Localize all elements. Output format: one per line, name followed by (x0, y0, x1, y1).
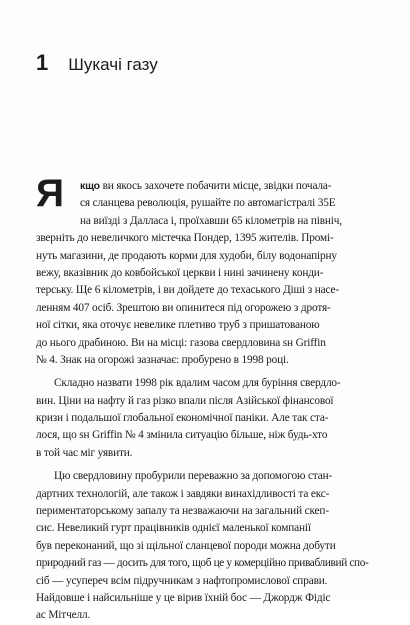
chapter-number: 1 (36, 50, 49, 75)
text-line: ної сітки, яка оточує невелике плетиво труб з пришатованою (36, 319, 320, 332)
text-line: периментаторському запалу та незважаючи на загальний скеп- (36, 505, 329, 518)
text-line: дартних технологій, але також і завдяки винахідливості та екс- (36, 487, 330, 500)
text-line: природний газ — досить для того, щоб це у комерційно привабливий спо- (36, 557, 369, 570)
text-line: Складно назвати 1998 рік вдалим часом для буріння свердло- (54, 377, 341, 390)
chapter-heading (36, 50, 158, 76)
text-line: лося, що sн Griffin № 4 змінила ситуацію більше, ніж будь-хто (36, 429, 328, 442)
text-line: сіб — усупереч всім підручникам з нафтопромислової справи. (36, 574, 328, 587)
chapter-title: Шукачі газу (68, 55, 158, 74)
text-line: кщо ви якось захочете побачити місце, звідки почала- (80, 180, 332, 192)
text-line: ся сланцева революція, рушайте по автомагістралі 35E (80, 197, 336, 210)
text-line: сис. Невеликий гурт працівників однієї маленької компанії (36, 522, 311, 535)
text-line: № 4. Знак на огорожі зазначає: пробурено в 1998 році. (36, 353, 289, 366)
text-line: терську. Ще 6 кілометрів, і ви дойдете до техаського Діші з насе- (36, 284, 339, 297)
text-line: нуть магазини, де продають корми для худоби, білу водонапірну (36, 249, 337, 262)
text-line: ленням 407 осіб. Зрештою ви опинитеся під огорожею з дротя- (36, 301, 331, 314)
text-line: на виїзді з Далласа і, проїхавши 65 кілометрів на північ, (80, 214, 342, 227)
text-line: вин. Ціни на нафту й газ різко впали після Азійської фінансової (36, 394, 334, 407)
text-line: Цю свердловину пробурили переважно за допомогою стан- (54, 470, 333, 483)
body-text (36, 178, 376, 625)
text-line: до нього драбиною. Ви на місці: газова свердловина sн Griffin (36, 336, 326, 349)
text-line: зверніть до невеличкого містечка Пондер, 1395 жителів. Промі- (36, 232, 334, 245)
text-line: ас Мітчелл. (36, 609, 91, 622)
text-line: був переконаний, що зі щільної сланцевої породи можна добути (36, 539, 336, 552)
text-line: Найдовше і найсильніше у це вірив їхній бос — Джордж Фідіс (36, 591, 331, 604)
first-word: кщо (80, 180, 100, 192)
text-line: кризи і подальшої глобальної економічної паніки. Але так ста- (36, 412, 329, 425)
text-line: вежу, вказівник до ковбойської церкви і нині зачинену конди- (36, 266, 324, 279)
text-line: в той час міг уявити. (36, 446, 133, 459)
drop-cap: Я (36, 172, 65, 215)
